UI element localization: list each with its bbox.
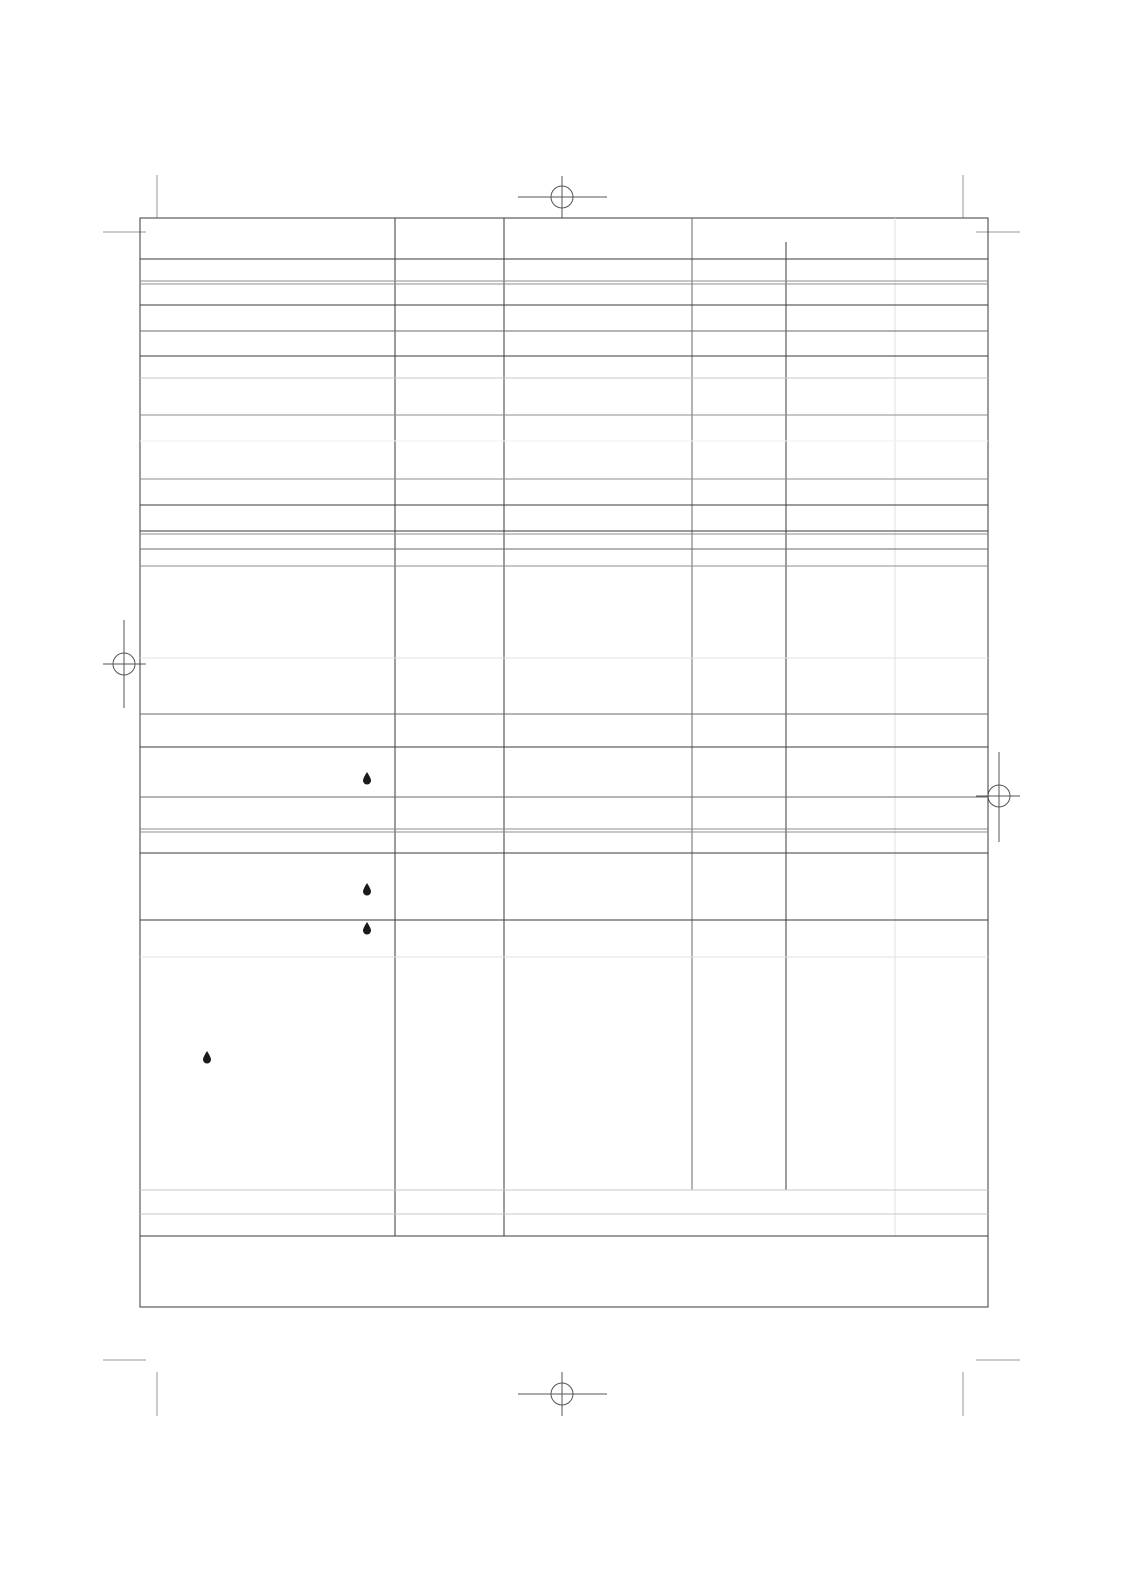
crop-mark-bottom-right [963,1360,1020,1416]
crop-mark-top-right [963,175,1020,232]
crop-mark-top-left [103,175,157,232]
registration-marks [103,176,1020,1416]
water-drop-icon [362,921,372,935]
table-frame [140,218,988,1307]
crop-marks [103,175,1020,1416]
water-drop-icon [362,771,372,785]
crosshair-registration-icon [518,176,607,218]
row-dividers [140,259,988,1236]
crop-mark-bottom-left [103,1360,157,1416]
water-drop-icon [202,1050,212,1064]
form-table [140,218,988,1307]
water-drop-icon [362,882,372,896]
crosshair-registration-icon [518,1372,607,1416]
